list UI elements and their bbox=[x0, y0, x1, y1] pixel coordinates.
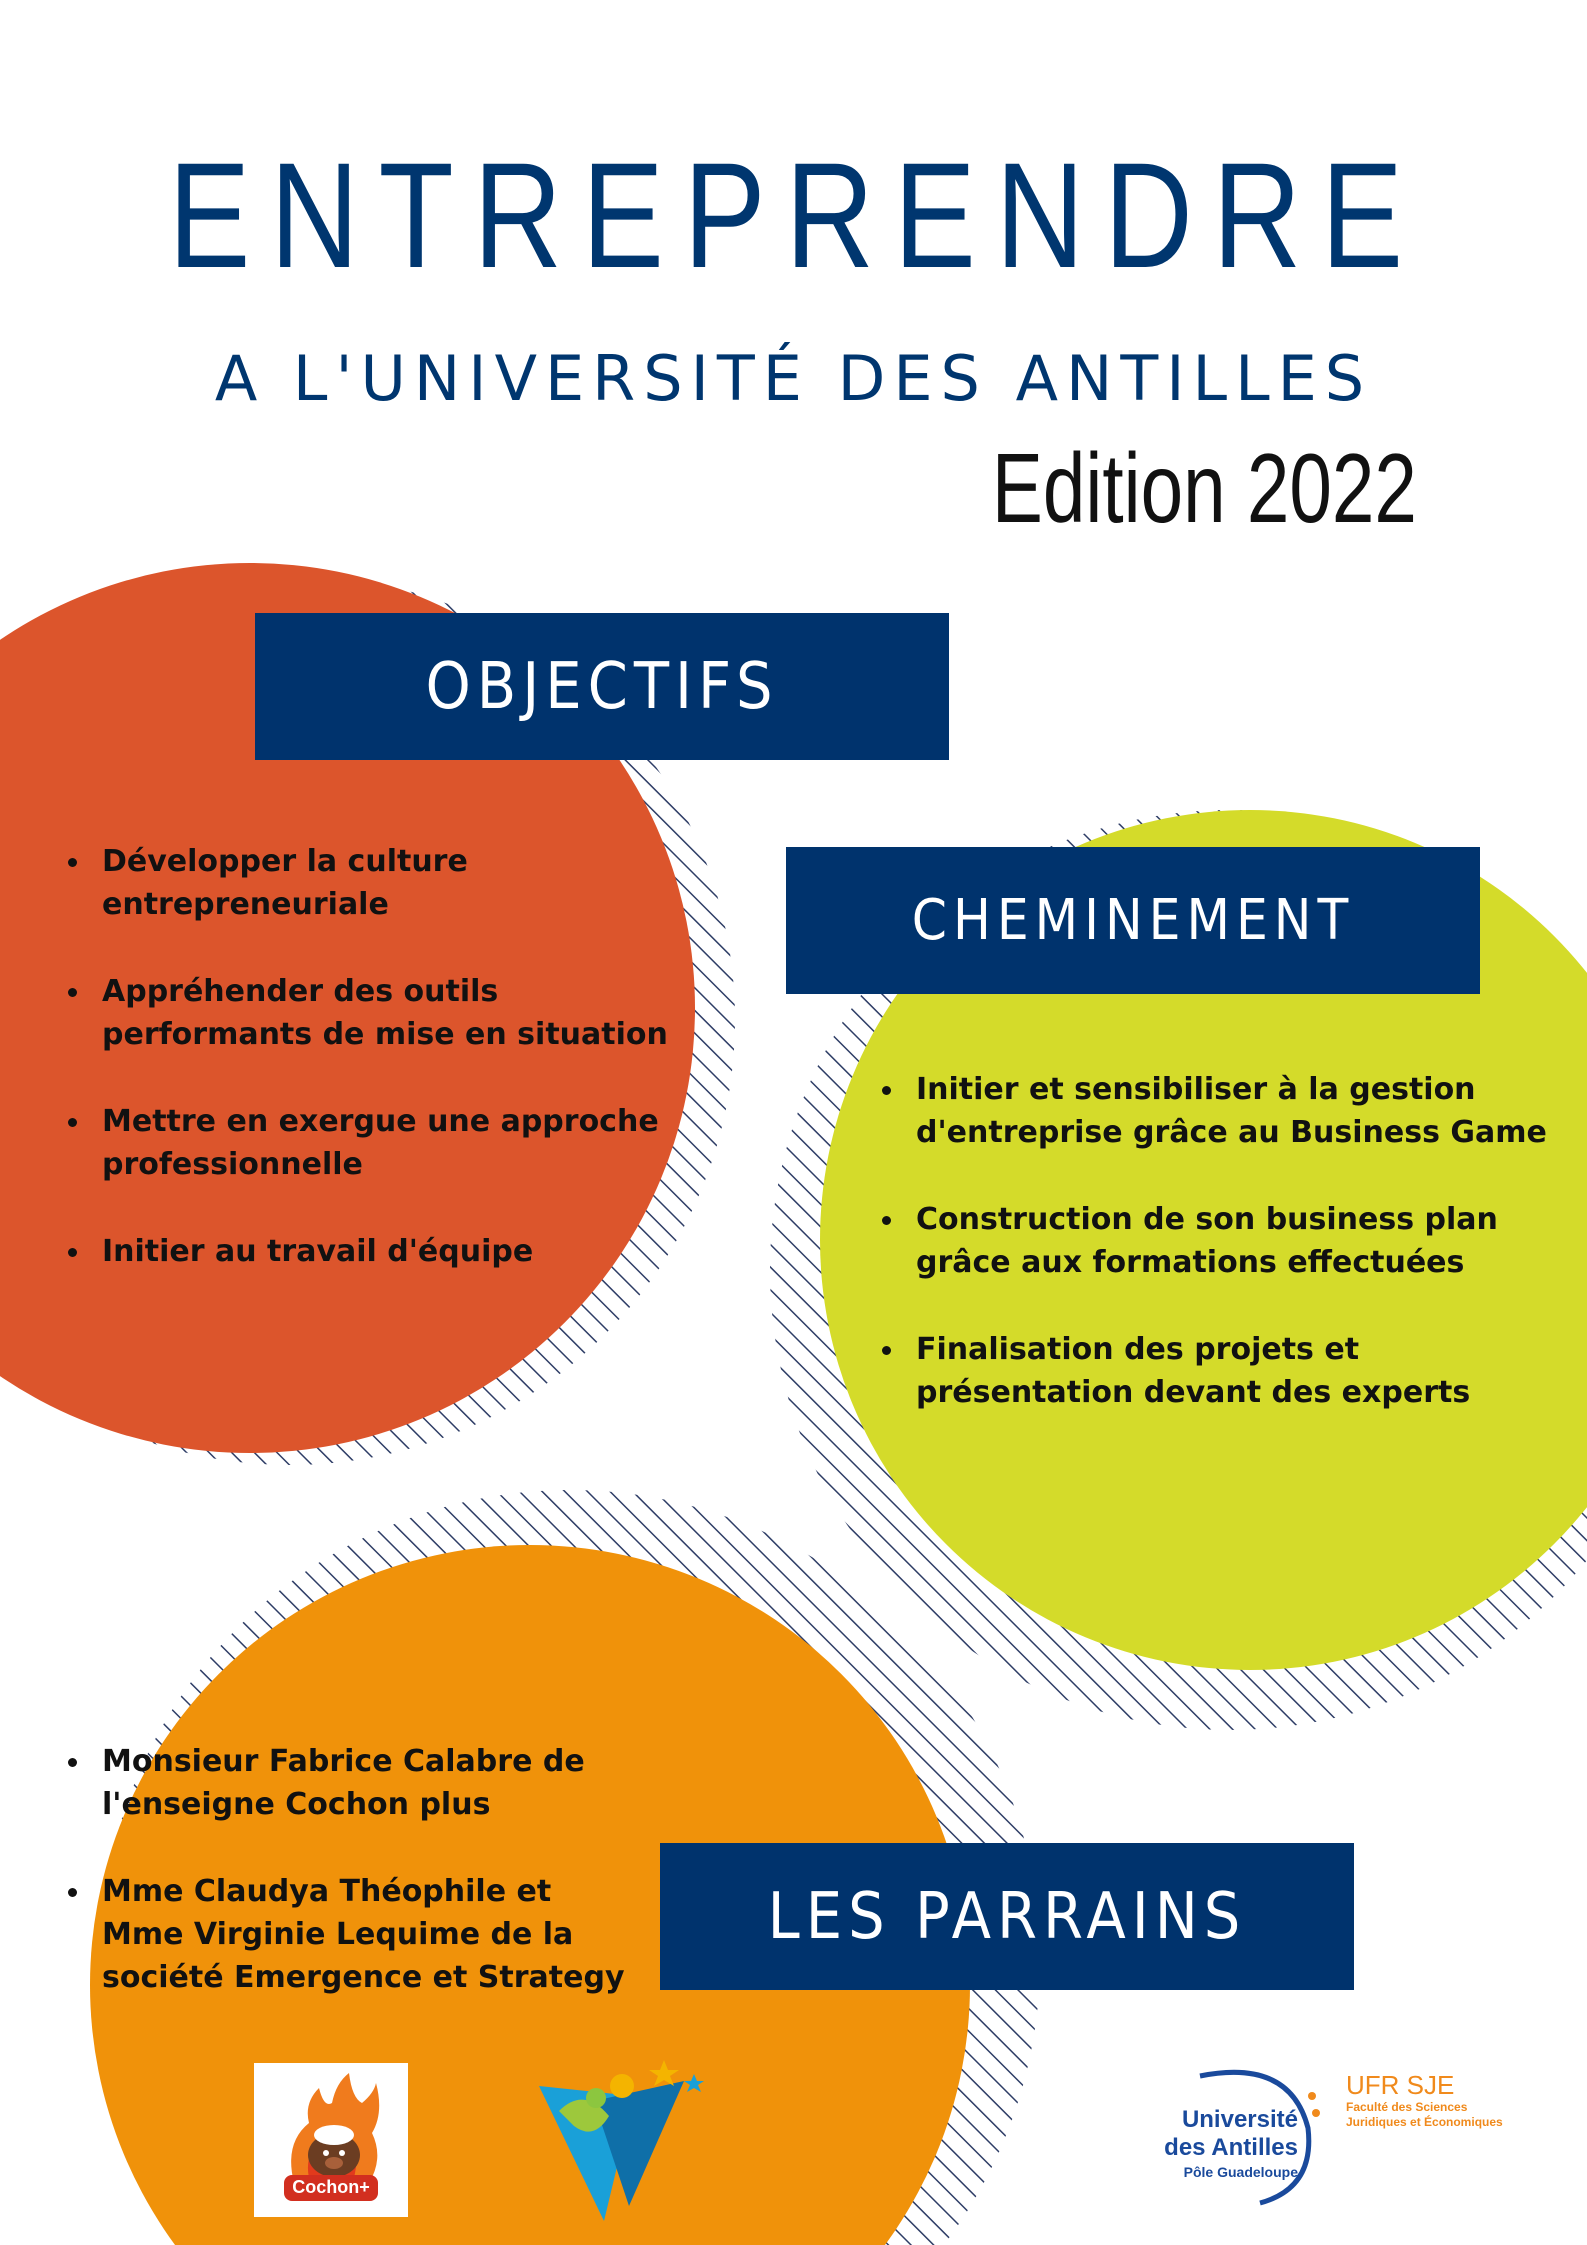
cochon-plus-logo bbox=[254, 2063, 408, 2217]
cheminement-banner bbox=[786, 847, 1480, 994]
cheminement-list bbox=[880, 1068, 1560, 1458]
ufr-line1: Faculté des Sciences bbox=[1346, 2100, 1468, 2114]
universite-logo bbox=[1140, 2058, 1320, 2208]
parrains-list bbox=[66, 1740, 626, 2043]
list-item: Monsieur Fabrice Calabre de l'enseigne Cochon plus bbox=[66, 1740, 626, 1826]
cochon-plus-text: Cochon+ bbox=[292, 2177, 370, 2197]
emergence-strategy-icon bbox=[534, 2056, 714, 2226]
ufr-sje-logo bbox=[1346, 2058, 1516, 2158]
universite-name-line2: des Antilles bbox=[1164, 2134, 1298, 2161]
page-title: ENTREPRENDRE bbox=[168, 131, 1423, 299]
page-subtitle: A L'UNIVERSITÉ DES ANTILLES bbox=[214, 342, 1373, 415]
objectifs-heading: OBJECTIFS bbox=[425, 649, 779, 724]
cheminement-heading: CHEMINEMENT bbox=[911, 888, 1355, 953]
list-item: Initier au travail d'équipe bbox=[66, 1230, 696, 1273]
edition-label: Edition 2022 bbox=[991, 433, 1417, 543]
list-item: Développer la culture entrepreneuriale bbox=[66, 840, 696, 926]
objectifs-list bbox=[66, 840, 696, 1317]
list-item: Appréhender des outils performants de mise en situation bbox=[66, 970, 696, 1056]
parrains-heading: LES PARRAINS bbox=[767, 1879, 1247, 1954]
objectifs-banner bbox=[255, 613, 949, 760]
list-item: Mettre en exergue une approche professionnelle bbox=[66, 1100, 696, 1186]
list-item: Finalisation des projets et présentation devant des experts bbox=[880, 1328, 1560, 1414]
parrains-banner bbox=[660, 1843, 1354, 1990]
emergence-strategy-logo bbox=[534, 2056, 714, 2226]
universite-pole: Pôle Guadeloupe bbox=[1183, 2164, 1298, 2180]
universite-name-line1: Université bbox=[1181, 2106, 1298, 2133]
ufr-title: UFR SJE bbox=[1346, 2070, 1455, 2100]
list-item: Construction de son business plan grâce aux formations effectuées bbox=[880, 1198, 1560, 1284]
list-item: Initier et sensibiliser à la gestion d'entreprise grâce au Business Game bbox=[880, 1068, 1560, 1154]
list-item: Mme Claudya Théophile et Mme Virginie Lequime de la société Emergence et Strategy bbox=[66, 1870, 626, 1999]
ufr-line2: Juridiques et Économiques bbox=[1346, 2115, 1503, 2129]
